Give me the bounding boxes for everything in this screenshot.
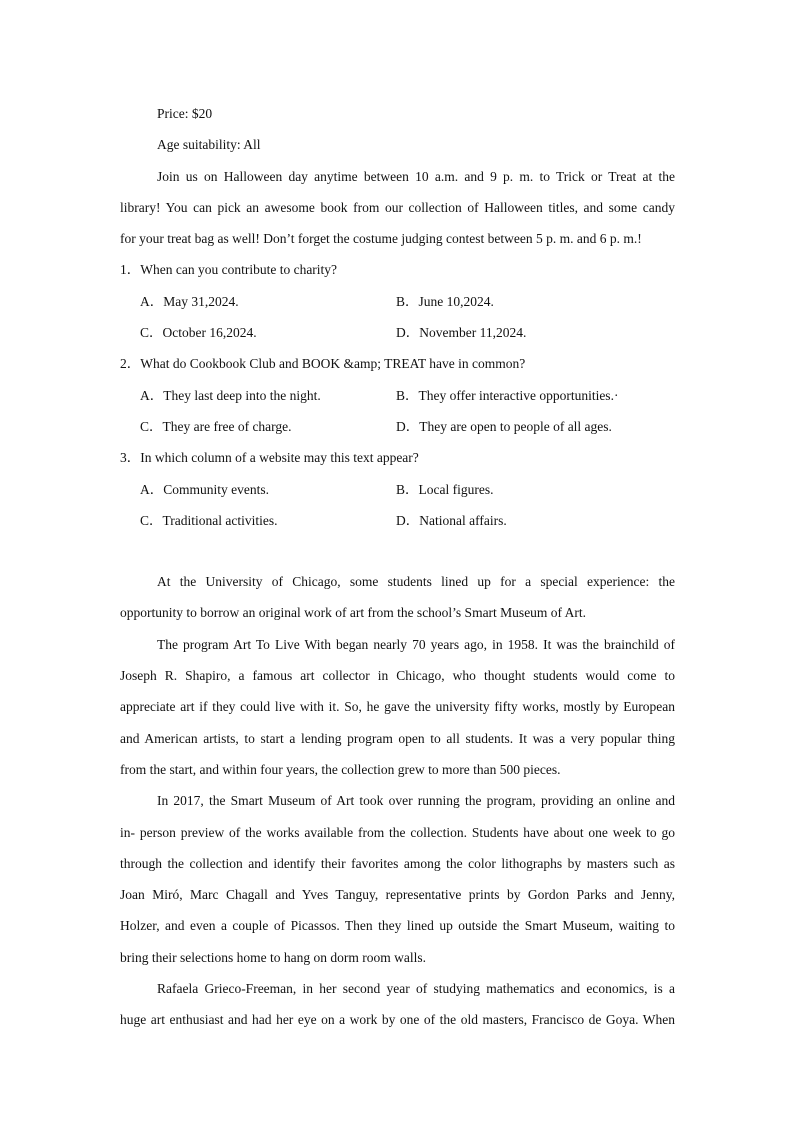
option-c: C．They are free of charge. bbox=[140, 418, 292, 434]
question-3 bbox=[120, 442, 675, 536]
option-b: B．June 10,2024. bbox=[396, 293, 494, 309]
passage-line: The program Art To Live With began nearly 70 years ago, in 1958. It was the brainchild of bbox=[157, 636, 675, 652]
option-a: A．May 31,2024. bbox=[140, 293, 239, 309]
question-stem: 1．When can you contribute to charity? bbox=[120, 262, 338, 278]
question-1 bbox=[120, 254, 675, 348]
option-d: D．November 11,2024. bbox=[396, 325, 527, 341]
question-2 bbox=[120, 348, 675, 442]
option-c: C．Traditional activities. bbox=[140, 512, 278, 528]
option-d: D．They are open to people of all ages. bbox=[396, 418, 612, 434]
option-b: B．Local figures. bbox=[396, 481, 494, 497]
passage-line: from the start, and within four years, the collection grew to more than 500 pieces. bbox=[120, 761, 561, 777]
passage-line: Holzer, and even a couple of Picassos. Then they lined up outside the Smart Museum, waiting to bbox=[120, 918, 675, 934]
options-row bbox=[120, 317, 675, 348]
event-section bbox=[120, 98, 675, 254]
option-a: A．Community events. bbox=[140, 481, 269, 497]
passage-line: and American artists, to start a lending program open to all students. It was a very popular thing bbox=[120, 730, 675, 746]
passage-paragraph-2 bbox=[120, 629, 675, 785]
document-page bbox=[120, 98, 675, 1036]
question-stem: 2．What do Cookbook Club and BOOK &amp; TREAT have in common? bbox=[120, 356, 526, 372]
option-d: D．National affairs. bbox=[396, 512, 507, 528]
passage-line: Rafaela Grieco-Freeman, in her second year of studying mathematics and economics, is a bbox=[157, 981, 675, 997]
passage bbox=[120, 566, 675, 1035]
passage-line: At the University of Chicago, some students lined up for a special experience: the bbox=[157, 574, 675, 590]
options-row bbox=[120, 286, 675, 317]
passage-line: bring their selections home to hang on dorm room walls. bbox=[120, 949, 426, 965]
passage-line: opportunity to borrow an original work of art from the school’s Smart Museum of Art. bbox=[120, 605, 587, 621]
event-description-line: library! You can pick an awesome book from our collection of Halloween titles, and some candy bbox=[120, 199, 675, 215]
passage-line: Joseph R. Shapiro, a famous art collector in Chicago, who thought students would come to bbox=[120, 668, 675, 684]
event-age-suitability: Age suitability: All bbox=[157, 137, 261, 153]
passage-paragraph-1 bbox=[120, 566, 675, 629]
options-row bbox=[120, 505, 675, 536]
section-gap bbox=[120, 536, 675, 566]
passage-line: Joan Miró, Marc Chagall and Yves Tanguy, representative prints by Gordon Parks and Jenny, bbox=[120, 887, 675, 903]
passage-paragraph-3 bbox=[120, 785, 675, 973]
options-row bbox=[120, 474, 675, 505]
passage-line: appreciate art if they could live with it. So, he gave the university fifty works, mostly by European bbox=[120, 699, 675, 715]
option-a: A．They last deep into the night. bbox=[140, 387, 321, 403]
options-row bbox=[120, 411, 675, 442]
options-row bbox=[120, 380, 675, 411]
event-description-line: for your treat bag as well! Don’t forget the costume judging contest between 5 p. m. and 6 p. m.! bbox=[120, 231, 642, 247]
passage-line: huge art enthusiast and had her eye on a work by one of the old masters, Francisco de Goya. When bbox=[120, 1012, 675, 1028]
passage-line: through the collection and identify their favorites among the color lithographs by masters such as bbox=[120, 855, 675, 871]
event-description-line: Join us on Halloween day anytime between 10 a.m. and 9 p. m. to Trick or Treat at the bbox=[157, 168, 675, 184]
passage-paragraph-4 bbox=[120, 973, 675, 1036]
option-c: C．October 16,2024. bbox=[140, 325, 257, 341]
option-b: B．They offer interactive opportunities.· bbox=[396, 387, 619, 403]
passage-line: In 2017, the Smart Museum of Art took over running the program, providing an online and bbox=[157, 793, 675, 809]
event-price: Price: $20 bbox=[157, 106, 213, 121]
passage-line: in- person preview of the works available from the collection. Students have about one week to go bbox=[120, 824, 675, 840]
question-stem: 3．In which column of a website may this text appear? bbox=[120, 450, 419, 466]
